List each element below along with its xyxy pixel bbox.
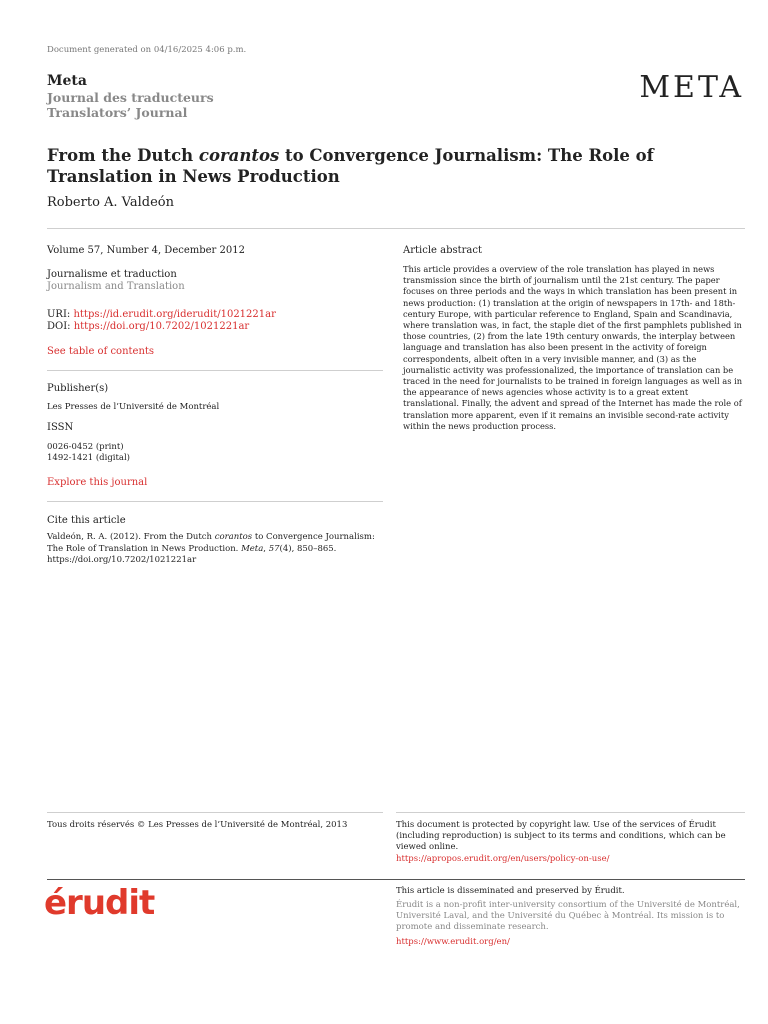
- doi-link[interactable]: https://doi.org/10.7202/1021221ar: [73, 321, 250, 332]
- cite-italic-2: Meta: [241, 543, 264, 554]
- erudit-logo: érudit: [44, 883, 155, 923]
- disseminated-notice: This article is disseminated and preserved by Érudit.: [396, 886, 625, 896]
- issn-digital: 1492-1421 (digital): [47, 453, 130, 463]
- citation-text: [47, 532, 392, 567]
- policy-link[interactable]: https://apropos.erudit.org/en/users/policy-on-use/: [396, 853, 610, 864]
- title-part-1: From the Dutch: [47, 146, 199, 165]
- journal-name: Meta: [47, 73, 87, 89]
- article-author: Roberto A. Valdeón: [47, 195, 174, 210]
- theme-fr: Journalisme et traduction: [47, 269, 177, 280]
- generated-date: Document generated on 04/16/2025 4:06 p.m.: [47, 45, 247, 55]
- divider-erudit: [47, 879, 745, 880]
- table-of-contents-link[interactable]: See table of contents: [47, 346, 155, 357]
- doi-line: [47, 321, 249, 332]
- uri-link[interactable]: https://id.erudit.org/iderudit/1021221ar: [73, 309, 276, 320]
- divider-footer-right: [396, 812, 745, 813]
- title-part-2: to Convergence Journalism: The Role of Translation in News Production: [47, 146, 654, 186]
- erudit-description: Érudit is a non-profit inter-university consortium of the Université de Montréal, Université Laval, and the Université du Québec à Montréal. Its mission is to promote and disseminate research.: [396, 900, 740, 933]
- cite-part-1: Valdeón, R. A. (2012). From the Dutch: [47, 532, 215, 542]
- cite-heading: Cite this article: [47, 515, 126, 526]
- divider-top: [47, 228, 745, 229]
- publisher-name: Les Presses de l’Université de Montréal: [47, 402, 220, 412]
- explore-journal-link[interactable]: Explore this journal: [47, 477, 148, 488]
- abstract-text: This article provides a overview of the role translation has played in news transmission since the birth of journalism until the 21st century. The paper focuses on three periods and the ways in which translation has been present in news production: (1) translation at the origin of newspapers in 17th- and 18th-century Europe, with particular reference to England, Spain and Scandinavia, where translation was, in fact, the staple diet of the first pamphlets published in those countries, (2) from the late 19th century onwards, the interplay between language and translation has also been present in the activity of foreign correspondents, albeit often in a very invisible manner, and (3) as the journalistic activity was professionalized, the importance of translation can be traced in the need for journalists to be trained in foreign languages as well as in the appearance of news agencies whose activity is to a great extent translational. Finally, the advent and spread of the Internet has made the role of translation more apparent, even if it remains an invisible second-rate activity within the news production process.: [403, 264, 743, 431]
- title-italic: corantos: [198, 146, 280, 165]
- cite-italic-1: corantos: [214, 532, 253, 542]
- issn-print: 0026-0452 (print): [47, 442, 124, 452]
- doi-label: DOI:: [47, 321, 74, 332]
- journal-subtitle-fr: Journal des traducteurs: [47, 90, 214, 105]
- cite-part-2: to Convergence Journalism: The Role of Translation in News Production.: [47, 532, 375, 554]
- journal-subtitle-en: Translators’ Journal: [47, 105, 188, 120]
- erudit-link[interactable]: https://www.erudit.org/en/: [396, 937, 510, 947]
- uri-line: [47, 309, 276, 320]
- divider-left-2: [47, 501, 383, 502]
- article-title: [47, 145, 667, 187]
- issn-heading: ISSN: [47, 422, 74, 433]
- cite-italic-3: 57: [268, 543, 280, 554]
- divider-footer-left: [47, 812, 383, 813]
- rights-notice: Tous droits réservés © Les Presses de l’Université de Montréal, 2013: [47, 820, 348, 830]
- protection-text: This document is protected by copyright law. Use of the services of Érudit (including reproduction) is subject to its terms and conditions, which can be viewed online.: [396, 820, 726, 853]
- divider-left-1: [47, 370, 383, 371]
- copyright-protection: [396, 820, 741, 865]
- meta-logo: META: [639, 70, 744, 105]
- cite-part-3: (4), 850–865. https://doi.org/10.7202/1021221ar: [47, 543, 337, 565]
- cite-sep: ,: [263, 543, 269, 554]
- theme-en: Journalism and Translation: [47, 281, 185, 292]
- publisher-heading: Publisher(s): [47, 383, 109, 394]
- abstract-heading: Article abstract: [403, 245, 482, 256]
- uri-label: URI:: [47, 309, 74, 320]
- volume-info: Volume 57, Number 4, December 2012: [47, 245, 245, 256]
